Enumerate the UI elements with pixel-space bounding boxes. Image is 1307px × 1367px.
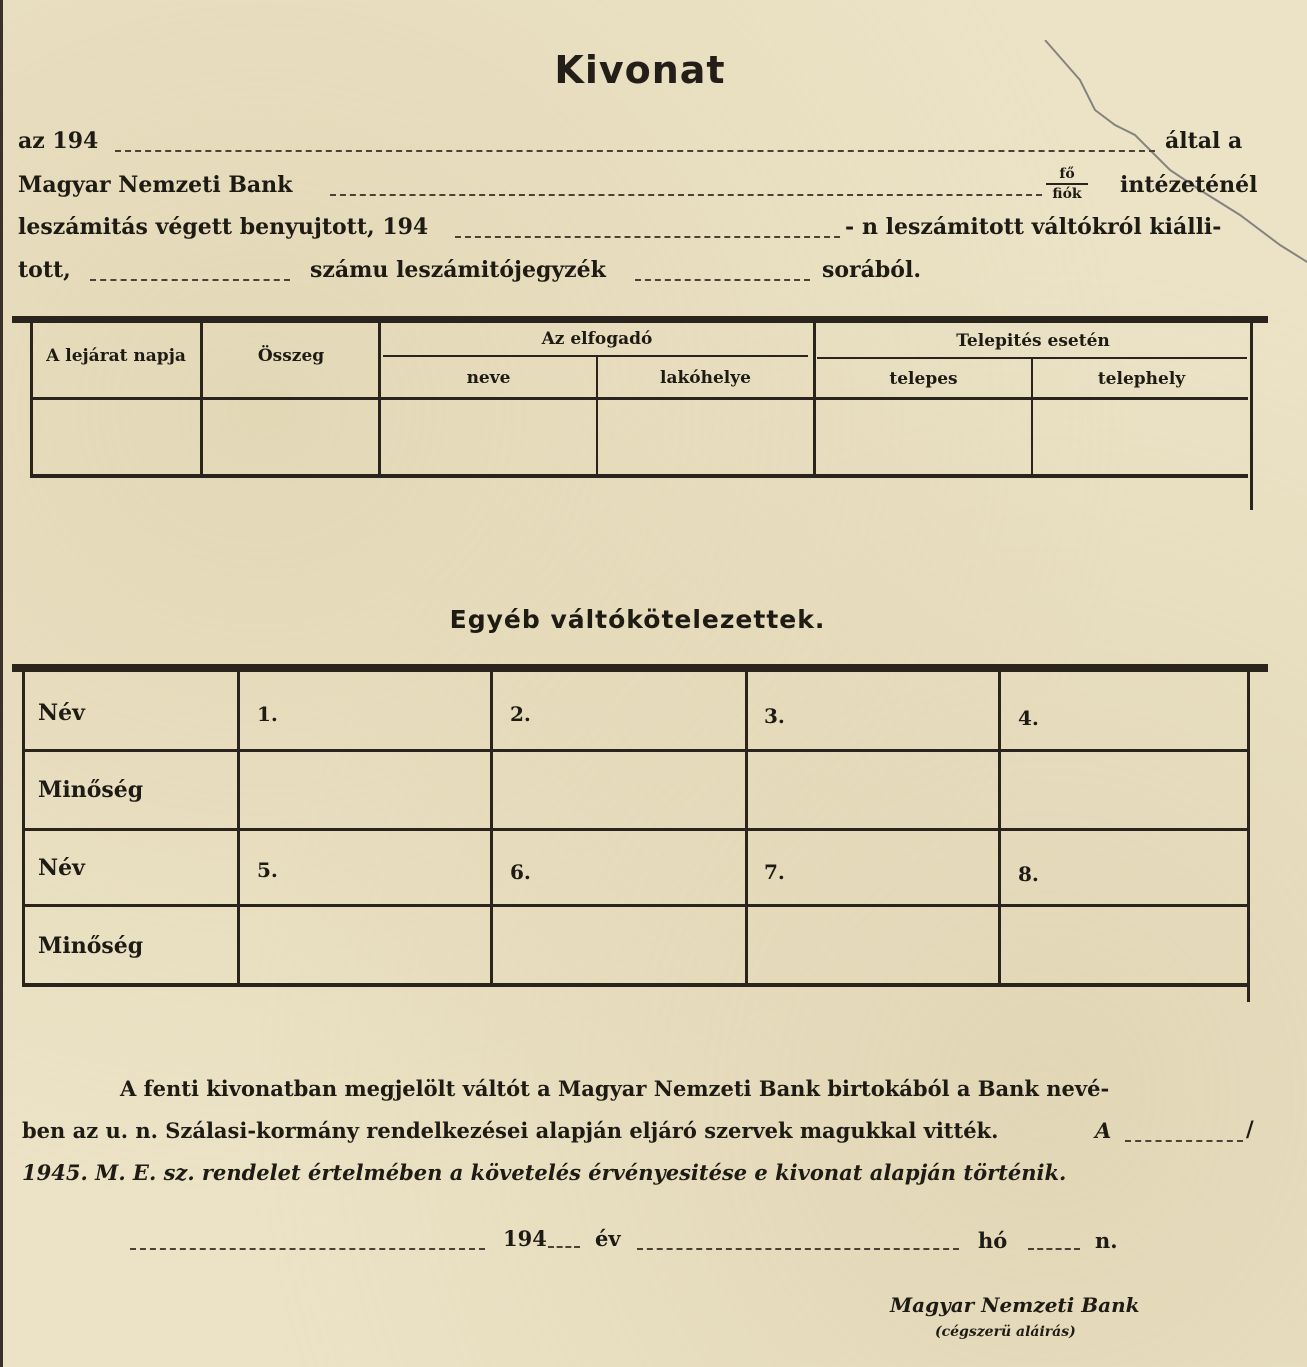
intro-line4-fill-number[interactable] <box>90 279 290 281</box>
paragraph-line-1: A fenti kivonatban megjelölt váltót a Magyar Nemzeti Bank birtokából a Bank nevé- <box>120 1076 1110 1101</box>
cell-domicile-person[interactable] <box>816 400 1031 474</box>
paragraph-slash: / <box>1246 1116 1254 1141</box>
fraction-bottom: fiók <box>1052 186 1082 202</box>
date-day-fill[interactable] <box>1028 1248 1080 1250</box>
header-domicile: Telepités esetén <box>956 331 1110 351</box>
intro-line2-suffix: intézeténél <box>1120 172 1258 198</box>
header-acceptor-residence: lakóhelye <box>660 368 751 388</box>
row2-cell-3[interactable] <box>748 752 998 828</box>
branch-fraction <box>1042 166 1092 202</box>
date-month-fill[interactable] <box>637 1248 959 1250</box>
intro-line2-prefix: Magyar Nemzeti Bank <box>18 172 293 198</box>
row2-cell-4[interactable] <box>1001 752 1247 828</box>
row1-cell-4[interactable]: 4. <box>1018 706 1039 730</box>
row3-cell-1[interactable]: 5. <box>257 858 278 882</box>
date-place-fill[interactable] <box>130 1248 485 1250</box>
cell-acceptor-residence[interactable] <box>598 400 813 474</box>
paragraph-line-2-italic: A <box>1095 1118 1112 1143</box>
row3-label: Név <box>38 855 85 881</box>
date-year-word: év <box>595 1226 621 1251</box>
row2-cell-1[interactable] <box>240 752 490 828</box>
section-subtitle: Egyéb váltókötelezettek. <box>449 605 826 634</box>
row1-cell-3[interactable]: 3. <box>764 704 785 728</box>
row4-cell-3[interactable] <box>748 907 998 983</box>
table1-col-edge-right <box>1250 323 1253 510</box>
fraction-bar <box>1046 183 1088 185</box>
row1-cell-2[interactable]: 2. <box>510 702 531 726</box>
intro-line3-suffix: n leszámitott váltókról kiálli- <box>862 214 1222 240</box>
header-domicile-person: telepes <box>889 369 958 389</box>
intro-line4-suffix: sorából. <box>822 257 921 283</box>
intro-line2-fill[interactable] <box>330 194 1042 196</box>
intro-line3-dash: - <box>845 214 855 240</box>
table2-rule-2 <box>22 828 1250 831</box>
table2-bottom-rule <box>22 983 1250 987</box>
page-left-edge <box>0 0 3 1367</box>
header-due-date: A lejárat napja <box>46 346 186 366</box>
paragraph-fill[interactable] <box>1125 1140 1243 1142</box>
cell-domicile-place[interactable] <box>1033 400 1250 474</box>
intro-line4-fill-row[interactable] <box>635 279 810 281</box>
fraction-top: fő <box>1059 166 1075 182</box>
row2-label: Minőség <box>38 777 144 803</box>
intro-line4-prefix: tott, <box>18 257 71 283</box>
intro-line4-middle: számu leszámitójegyzék <box>310 257 606 283</box>
table1-bottom-rule <box>30 474 1248 478</box>
header-acceptor: Az elfogadó <box>541 329 653 349</box>
table2-top-rule <box>12 664 1268 672</box>
cell-acceptor-name[interactable] <box>381 400 596 474</box>
cell-amount[interactable] <box>203 400 378 474</box>
row3-cell-4[interactable]: 8. <box>1018 862 1039 886</box>
signature-name: Magyar Nemzeti Bank <box>890 1293 1140 1317</box>
row3-cell-3[interactable]: 7. <box>764 860 785 884</box>
cell-due-date[interactable] <box>33 400 200 474</box>
row4-cell-2[interactable] <box>493 907 745 983</box>
intro-line3-prefix: leszámitás végett benyujtott, 194 <box>18 214 429 240</box>
row4-label: Minőség <box>38 933 144 959</box>
header-domicile-place: telephely <box>1097 369 1186 389</box>
date-day-word: n. <box>1095 1228 1118 1253</box>
table2-col-edge-left <box>22 672 25 987</box>
signature-note: (cégszerü aláirás) <box>935 1324 1076 1340</box>
row1-cell-1[interactable]: 1. <box>257 702 278 726</box>
header-amount: Összeg <box>257 346 325 366</box>
intro-line1-prefix: az 194 <box>18 128 99 154</box>
row4-cell-4[interactable] <box>1001 907 1247 983</box>
paragraph-line-3: 1945. M. E. sz. rendelet értelmében a követelés érvényesitése e kivonat alapján történik. <box>22 1160 1067 1185</box>
row1-label: Név <box>38 700 85 726</box>
table1-top-rule <box>12 316 1268 323</box>
intro-line1-fill[interactable] <box>115 150 1155 152</box>
document-title: Kivonat <box>554 48 726 92</box>
row4-cell-1[interactable] <box>240 907 490 983</box>
date-month-word: hó <box>978 1228 1008 1253</box>
date-year-fill[interactable] <box>548 1246 580 1248</box>
intro-line1-suffix: által a <box>1165 128 1243 154</box>
row2-cell-2[interactable] <box>493 752 745 828</box>
table2-col-edge-right <box>1247 672 1250 1002</box>
paragraph-line-2: ben az u. n. Szálasi-kormány rendelkezései alapján eljáró szervek magukkal vitték. <box>22 1118 999 1143</box>
header-acceptor-name: neve <box>466 368 511 388</box>
date-year: 194 <box>503 1226 547 1251</box>
row3-cell-2[interactable]: 6. <box>510 860 531 884</box>
intro-line3-fill[interactable] <box>455 236 840 238</box>
